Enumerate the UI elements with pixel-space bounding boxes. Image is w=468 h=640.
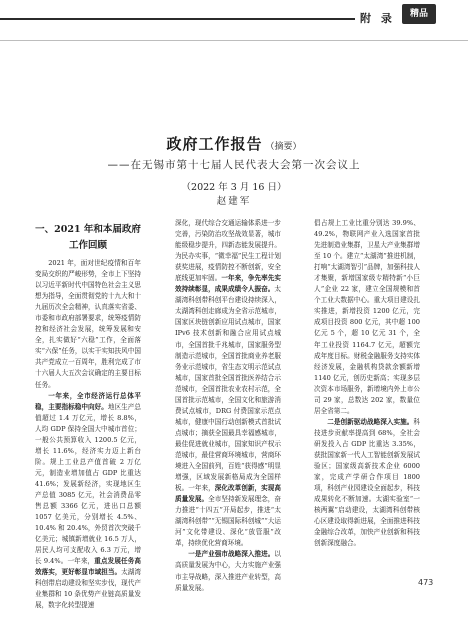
paragraph-text: 全市坚持新发展理念，奋力推进“十四五”开局起步，推进“太湖湾科创带”“无锡国际科创城”“大运河”文化带建设、深化“放管服”改革，持续优化营商环境。: [175, 495, 282, 548]
paragraph: [314, 417, 420, 550]
section-heading-line2: 工作回顾: [68, 240, 107, 251]
page-number: 473: [418, 578, 434, 587]
page-header: [0, 0, 468, 42]
header-rule-bottom: [0, 40, 468, 41]
paragraph: [175, 549, 281, 593]
text-column-1: [35, 222, 141, 612]
section-label: 附 录: [360, 12, 395, 25]
paragraph-text: 深化，现代综合交通运输体系进一步完善，污染防治攻坚战效显著，城市能级稳步提升，四新态能发展提升。为民办实事，“微幸福”民生工程计划获奖进展，疫情防控不断创新，安全底线更加牢固。: [175, 219, 281, 283]
paragraph-text: 以高质量发展为中心，大力实施产业强市主导战略，深入推进产业转型，高质量发展。: [175, 550, 281, 592]
subsection-heading: 一是产业强市战略深入推进。: [188, 550, 275, 559]
paragraph-text: 太湖湾科创带科创平台建设持续深入，太湖湾科创走廊成为全省示范城市，国家区块链创新应用试点城市，国家 IPv6 技术创新和融合应用试点城市，全国首批千兆城市，国家服务型制造示范城市，全国首批商业养老服务业示范城市，省生态文明示范试点城市，国家首批全国首批医养结合示范城市，全国首批农业农村示范，全国首批示范城市，全国文化和旅游消费试点城市，DRG 付费国家示范点城市，健康中国行动创新模式首批试点城市；摘获全国最具幸福感城市，最佳促进就业城市，国家知识产权示范城市，最佳营商环境城市，营商环境进入全国前列，百姓“获得感”明显增强，区域发展新格局成为全国样板。一年来，: [175, 285, 281, 493]
report-date: （2022 年 3 月 16 日）: [181, 182, 287, 193]
report-title-note: （摘要）: [265, 142, 302, 152]
subsection-heading: 二是创新驱动战略深入实施。: [327, 417, 414, 426]
bold-lead: 重点发展任务高效落实，更好彰显市域担当。: [35, 557, 141, 577]
bold-lead: 深化改革创新，实现高质量发展。: [175, 484, 282, 504]
paragraph-text: 地区生产总值超过 1.4 万亿元，增长 8.8%，人均 GDP 保持全国大中城市首位；一般公共预算收入 1200.5 亿元，增长 11.6%，经济实力迈上新台阶。规上工业总产值首破 2 万亿元，制造业增加值占 GDP 比重达 41.6%；发展新经济，实现地区生产总值 3085 亿元，社会消费品零售总额 3366 亿元，进出口总额 1057 亿美元，分别增长 4.5%、10.4% 和 20.4%，外贸首次突破千亿美元；城镇新增就业 16.5 万人，居民人均可支配收入 6.3 万元，增长 9.4%。一年来，: [35, 402, 142, 566]
text-column-2: [175, 218, 281, 594]
paragraph: [35, 391, 141, 612]
bold-lead: 一年来，全市经济运行总体平稳，主要指标稳中向好。: [35, 391, 141, 411]
report-title: [0, 133, 468, 154]
section-heading-line1: 一、2021 年和本届政府: [35, 224, 141, 235]
paragraph: 2021 年，面对世纪疫情和百年变局交织的严峻形势，全市上下坚持以习近平新时代中国特色社会主义思想为指导，全面贯彻党的十九大和十九届历次全会精神，认真落实省委、市委和市政府部署要求，统筹疫情防控和经济社会发展，统筹发展和安全，扎实做好“六稳”工作，全面落实“六保”任务，以实干实知扶风中国共产党成立一百周年，胜利完成了市十六届人大五次会议确定的主要目标任务。: [35, 259, 141, 389]
report-title-text: 政府工作报告: [166, 135, 263, 153]
text-column-3: [314, 218, 420, 549]
paragraph-text: 太湖湾科创带启动建设和坚实步伐，现代产业集群和 10 条优势产业链高质量发展，数字化转型提速: [35, 568, 142, 610]
report-subtitle: ——在无锡市第十七届人民代表大会第一次会议上: [107, 159, 361, 171]
header-rule-top: [0, 18, 355, 20]
paragraph-text: 科技进步贡献率提高到 68%，全社会研发投入占 GDP 比重达 3.35%，获批国家新一代人工智能创新发展试验区；国家级高新技术企业 6000 家，完成产学研合作项目 1800 项，科创产业园建设全面起步，科技成果转化不断加速。太湖实验室“一核两翼”启动建设，太湖湾科创带核心区建设取得新进展，全面推进科技金融综合改革，加快产业创新和科技创新深度融合。: [314, 417, 420, 548]
paragraph: 倡占规上工业比重分别达 39.9%、49.2%，物联网产业入选国家首批先进制造业集群，卫星大产业集群增至 10 个。建立“太湖湾”推进机制，打响“太湖湾智引”品牌，加强科技人才集聚，新增国家级专精特新“小巨人”企业 22 家，建立全国规模和首个工业大数据中心。重大项目建设扎实推进，新增投资 1200 亿元，完成项目投资 800 亿元，其中超 100 亿元 5 个，超 10 亿元 31 个，全年工业投资 1164.7 亿元，超额完成年度目标。财税金融服务支持实体经济发展，金融机构贷款余额新增 1140 亿元，创历史新高；实现多层次资本市场服务，新增境内外上市公司 29 家，总数达 202 家，数量位居全省第二。: [314, 219, 420, 415]
bold-lead: 一年来，争先率先实效持续彰显，成果成绩令人振奋。: [175, 274, 282, 294]
paragraph: [175, 218, 281, 549]
magazine-logo: 精品: [402, 4, 436, 24]
report-author: 赵建军: [216, 196, 252, 207]
